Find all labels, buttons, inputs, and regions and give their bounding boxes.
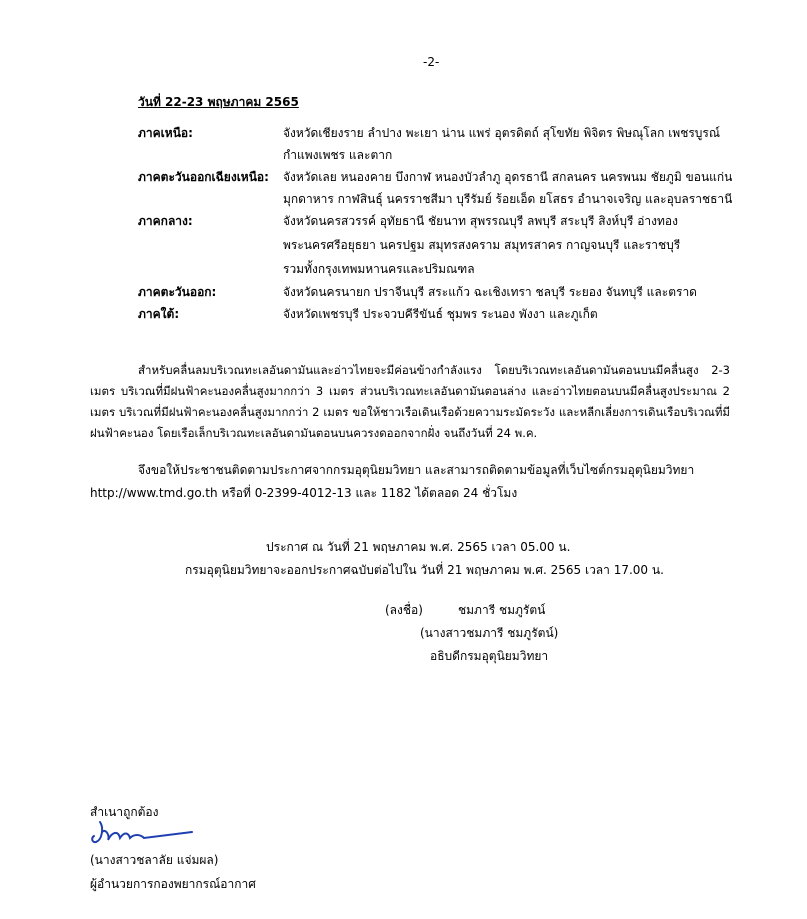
copy-signer-title: ผู้อำนวยการกองพยากรณ์อากาศ: [90, 877, 256, 891]
sign-name: ชมภารี ชมภูรัตน์: [458, 603, 546, 617]
wave-paragraph-text: สำหรับคลื่นลมบริเวณทะเลอันดามันและอ่าวไทยจะมีค่อนข้างกำลังแรง โดยบริเวณทะเลอันดามันตอนบนมีคลื่นสูง 2-3 เมตร บริเวณที่มีฝนฟ้าคะนองคลื่นสูงมากกว่า 3 เมตร ส่วนบริเวณทะเลอันดามันตอนล่าง และอ่าวไทยตอนบนมีคลื่นสูงประมาณ 2 เมตร บริเวณที่มีฝนฟ้าคะนองคลื่นสูงมากกว่า 2 เมตร ขอให้ชาวเรือเดินเรือด้วยความระมัดระวัง และหลีกเลี่ยงการเดินเรือบริเวณที่มีฝนฟ้าคะนอง โดยเรือเล็กบริเวณทะเลอันดามันตอนบนควรงดออกจากฝั่ง จนถึงวันที่ 24 พ.ค.: [90, 363, 730, 440]
region-text-central-2: พระนครศรีอยุธยา นครปฐม สมุทรสงคราม สมุทรสาคร กาญจนบุรี และราชบุรี: [283, 238, 681, 252]
region-label-north: ภาคเหนือ:: [138, 126, 193, 140]
sign-label: (ลงชื่อ): [385, 603, 423, 617]
certified-copy-label: สำเนาถูกต้อง: [90, 805, 159, 819]
signer-title: อธิบดีกรมอุตุนิยมวิทยา: [430, 649, 549, 663]
region-text-northeast-2: มุกดาหาร กาฬสินธุ์ นครราชสีมา บุรีรัมย์ ร้อยเอ็ด ยโสธร อำนาจเจริญ และอุบลราชธานี: [283, 192, 733, 206]
handwritten-signature: [88, 818, 198, 848]
announce-line: ประกาศ ณ วันที่ 21 พฤษภาคม พ.ศ. 2565 เวลา 05.00 น.: [266, 540, 571, 554]
date-heading: วันที่ 22-23 พฤษภาคม 2565: [138, 95, 299, 109]
region-text-central-3: รวมทั้งกรุงเทพมหานครและปริมณฑล: [283, 262, 475, 276]
signer-full-name: (นางสาวชมภารี ชมภูรัตน์): [420, 626, 559, 640]
next-announce-line: กรมอุตุนิยมวิทยาจะออกประกาศฉบับต่อไปใน วันที่ 21 พฤษภาคม พ.ศ. 2565 เวลา 17.00 น.: [185, 563, 664, 577]
region-text-north-2: กำแพงเพชร และตาก: [283, 148, 393, 162]
region-text-central-1: จังหวัดนครสวรรค์ อุทัยธานี ชัยนาท สุพรรณบุรี ลพบุรี สระบุรี สิงห์บุรี อ่างทอง: [283, 214, 678, 228]
region-label-northeast: ภาคตะวันออกเฉียงเหนือ:: [138, 170, 269, 184]
region-label-central: ภาคกลาง:: [138, 214, 193, 228]
page-number: -2-: [423, 55, 440, 69]
follow-paragraph-line2: http://www.tmd.go.th หรือที่ 0-2399-4012-13 และ 1182 ได้ตลอด 24 ชั่วโมง: [90, 486, 518, 500]
region-text-south-1: จังหวัดเพชรบุรี ประจวบคีรีขันธ์ ชุมพร ระนอง พังงา และภูเก็ต: [283, 307, 598, 321]
signature-stroke: [92, 822, 192, 842]
region-label-south: ภาคใต้:: [138, 307, 180, 321]
wave-paragraph: [90, 360, 730, 444]
copy-signer-name: (นางสาวชลาลัย แจ่มผล): [90, 853, 219, 867]
region-label-east: ภาคตะวันออก:: [138, 285, 217, 299]
region-text-north-1: จังหวัดเชียงราย ลำปาง พะเยา น่าน แพร่ อุตรดิตถ์ สุโขทัย พิจิตร พิษณุโลก เพชรบูรณ์: [283, 126, 720, 140]
region-text-northeast-1: จังหวัดเลย หนองคาย บึงกาฬ หนองบัวลำภู อุดรธานี สกลนคร นครพนม ชัยภูมิ ขอนแก่น: [283, 170, 733, 184]
region-text-east-1: จังหวัดนครนายก ปราจีนบุรี สระแก้ว ฉะเชิงเทรา ชลบุรี ระยอง จันทบุรี และตราด: [283, 285, 697, 299]
follow-paragraph-line1: จึงขอให้ประชาชนติดตามประกาศจากกรมอุตุนิยมวิทยา และสามารถติดตามข้อมูลที่เว็บไซต์กรมอุตุนิยมวิทยา: [138, 463, 695, 477]
